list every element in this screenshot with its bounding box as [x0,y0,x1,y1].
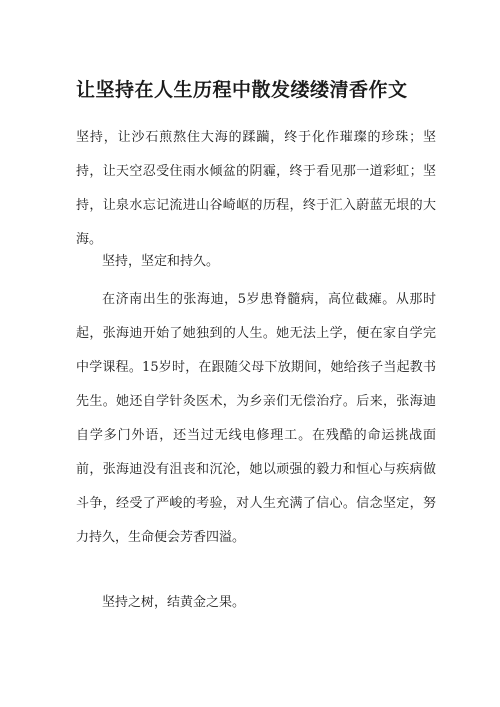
paragraph-closing-line: 坚持之树，结黄金之果。 [102,595,246,610]
paragraph-perseverance-intro: 坚持，让沙石煎熬住大海的蹂躏，终于化作璀璨的珍珠；坚持，让天空忍受住雨水倾盆的阴霾，终于看见那一道彩虹；坚持，让泉水忘记流进山谷崎岖的历程，终于汇入蔚蓝无垠的大海。 [76,130,436,247]
paragraph-definition: 坚持，坚定和持久。 [102,254,220,269]
document-title: 让坚持在人生历程中散发缕缕清香作文 [76,79,408,101]
paragraph-zhang-haidi-story: 在济南出生的张海迪，5岁患脊髓病，高位截瘫。从那时起，张海迪开始了她独到的人生。她无法上学，便在家自学完中学课程。15岁时，在跟随父母下放期间，她给孩子当起教书先生。她还自学针灸医术，为乡亲们无偿治疗。后来，张海迪自学多门外语，还当过无线电修理工。在残酷的命运挑战面前，张海迪没有沮丧和沉沦，她以顽强的毅力和恒心与疾病做斗争，经受了严峻的考验，对人生充满了信心。信念坚定，努力持久，生命便会芳香四溢。 [76,292,436,545]
